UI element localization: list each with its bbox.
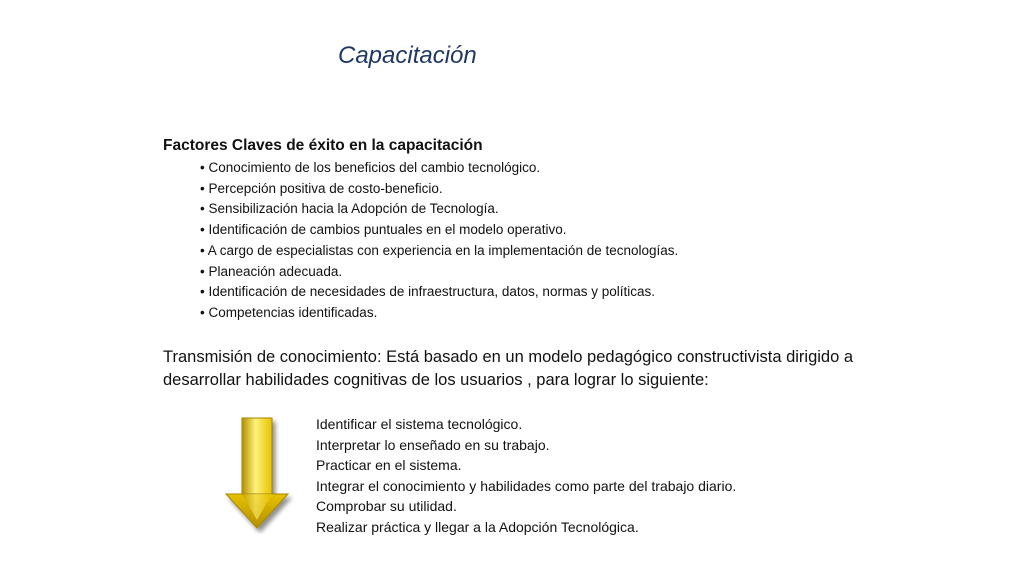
- factor-item: • Sensibilización hacia la Adopción de Tecnología.: [200, 201, 499, 217]
- factors-list: [200, 158, 678, 324]
- transmission-paragraph: Transmisión de conocimiento: Está basado en un modelo pedagógico constructivista dirigido a desarrollar habilidades cognitivas de los usuarios , para lograr lo siguiente:: [163, 348, 854, 389]
- step-item: Practicar en el sistema.: [316, 457, 462, 474]
- factors-heading: Factores Claves de éxito en la capacitación: [163, 137, 483, 154]
- factor-item: • Competencias identificadas.: [200, 304, 378, 320]
- step-item: Interpretar lo enseñado en su trabajo.: [316, 436, 550, 453]
- down-arrow-icon: [222, 416, 298, 534]
- slide-title: Capacitación: [338, 42, 477, 69]
- factor-item: • Identificación de cambios puntuales en el modelo operativo.: [200, 222, 567, 238]
- factor-item: • A cargo de especialistas con experiencia en la implementación de tecnologías.: [200, 242, 679, 258]
- factor-item: • Conocimiento de los beneficios del cambio tecnológico.: [200, 160, 541, 175]
- step-item: Identificar el sistema tecnológico.: [316, 416, 523, 432]
- factor-item: • Percepción positiva de costo-beneficio.: [200, 180, 443, 196]
- step-item: Realizar práctica y llegar a la Adopción Tecnológica.: [316, 518, 639, 535]
- factor-item: • Identificación de necesidades de infraestructura, datos, normas y políticas.: [200, 284, 655, 300]
- steps-list: [316, 414, 736, 538]
- step-item: Integrar el conocimiento y habilidades como parte del trabajo diario.: [316, 477, 737, 494]
- step-item: Comprobar su utilidad.: [316, 498, 457, 515]
- factor-item: • Planeación adecuada.: [200, 263, 343, 279]
